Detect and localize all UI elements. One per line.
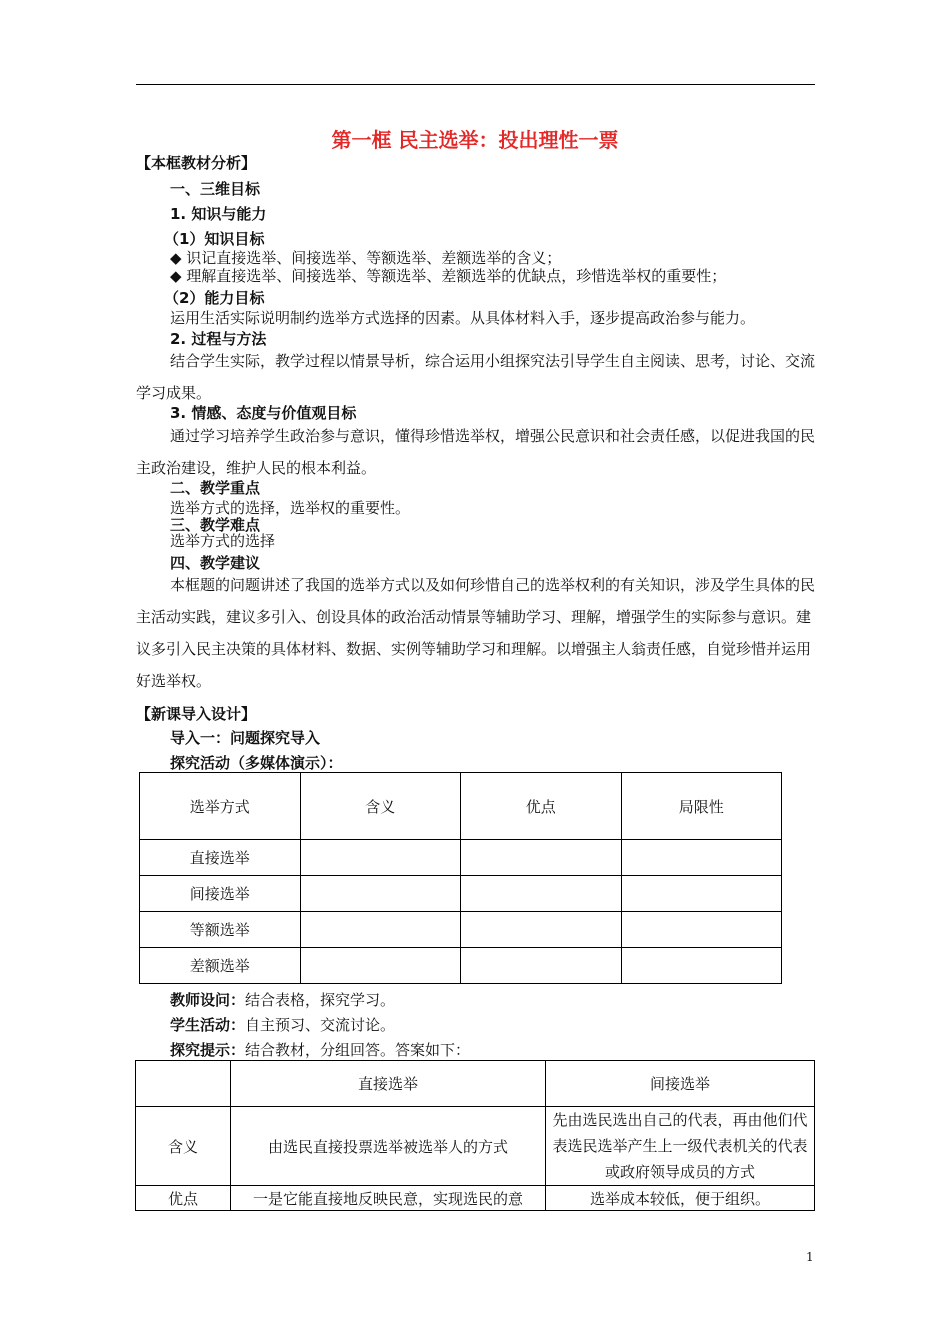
table-row-label: 含义 (136, 1107, 231, 1186)
emotion-text: 通过学习培养学生政治参与意识，懂得珍惜选举权，增强公民意识和社会责任感，以促进我国的民主政治建设，维护人民的根本利益。 (136, 427, 816, 477)
table-cell (621, 876, 782, 912)
answer-table (135, 1060, 815, 1211)
intro-one-label: 导入一：问题探究导入 (170, 729, 321, 747)
suggestions-text: 本框题的问题讲述了我国的选举方式以及如何珍惜自己的选举权利的有关知识，涉及学生具体的民主活动实践，建议多引入、创设具体的政治活动情景等辅助学习、理解，增强学生的实际参与意识。建议多引入民主决策的具体材料、数据、实例等辅助学习和理解。以增强主人翁责任感，自觉珍惜并运用好选举权。 (136, 576, 816, 690)
table-cell (300, 912, 461, 948)
heading-knowledge-ability: 1. 知识与能力 (170, 205, 267, 223)
table-row (136, 1186, 815, 1211)
inquiry-hint-text: 结合教材，分组回答。答案如下： (245, 1041, 471, 1059)
bullet-item: ◆ 识记直接选举、间接选举、等额选举、差额选举的含义； (170, 249, 562, 267)
table-cell: 先由选民选出自己的代表，再由他们代表选民选举产生上一级代表机关的代表或政府领导成员的方式 (546, 1107, 815, 1186)
teacher-question (170, 989, 395, 1010)
table-header-cell: 含义 (300, 773, 461, 840)
table-cell (461, 840, 622, 876)
table-cell: 一是它能直接地反映民意，实现选民的意 (231, 1186, 546, 1211)
table-cell: 选举成本较低，便于组织。 (546, 1186, 815, 1211)
table-row (140, 948, 782, 984)
table-header-cell: 优点 (461, 773, 622, 840)
teacher-question-text: 结合表格，探究学习。 (245, 991, 396, 1009)
inquiry-hint (170, 1039, 470, 1060)
heading-key-points: 二、教学重点 (170, 479, 261, 497)
heading-emotion: 3. 情感、态度与价值观目标 (170, 404, 357, 422)
process-text: 结合学生实际，教学过程以情景导析，综合运用小组探究法引导学生自主阅读、思考，讨论、交流学习成果。 (136, 352, 816, 402)
table-header-cell: 间接选举 (546, 1061, 815, 1107)
table-cell (621, 948, 782, 984)
heading-suggestions: 四、教学建议 (170, 554, 261, 572)
table-row-label: 差额选举 (140, 948, 301, 984)
table-header-cell: 选举方式 (140, 773, 301, 840)
table-cell (300, 948, 461, 984)
table-row-label: 直接选举 (140, 840, 301, 876)
table-row (140, 840, 782, 876)
table-row-label: 等额选举 (140, 912, 301, 948)
table-cell (461, 948, 622, 984)
table-header-cell: 局限性 (621, 773, 782, 840)
activity-label: 探究活动（多媒体演示）： (170, 754, 343, 772)
page-number: 1 (806, 1250, 814, 1264)
table-cell: 由选民直接投票选举被选举人的方式 (231, 1107, 546, 1186)
teacher-question-label: 教师设问： (170, 991, 246, 1009)
student-activity-text: 自主预习、交流讨论。 (245, 1016, 396, 1034)
election-methods-table (139, 772, 782, 984)
page-title: 第一框 民主选举：投出理性一票 (331, 128, 619, 152)
table-row-label: 间接选举 (140, 876, 301, 912)
heading-knowledge-goal: （1）知识目标 (164, 230, 265, 248)
table-cell (461, 912, 622, 948)
heading-ability-goal: （2）能力目标 (164, 289, 265, 307)
table-row (136, 1107, 815, 1186)
heading-goals: 一、三维目标 (170, 180, 261, 198)
table-cell (621, 912, 782, 948)
table-header-cell: 直接选举 (231, 1061, 546, 1107)
heading-process: 2. 过程与方法 (170, 330, 267, 348)
student-activity-label: 学生活动： (170, 1016, 246, 1034)
section-heading-intro: 【新课导入设计】 (136, 705, 257, 723)
bullet-item: ◆ 理解直接选举、间接选举、等额选举、差额选举的优缺点，珍惜选举权的重要性； (170, 267, 727, 285)
table-cell (621, 840, 782, 876)
section-heading-analysis: 【本框教材分析】 (136, 154, 257, 172)
table-row (140, 876, 782, 912)
table-header-cell (136, 1061, 231, 1107)
table-row (140, 912, 782, 948)
key-points-text: 选举方式的选择，选举权的重要性。 (170, 499, 411, 517)
table-cell (461, 876, 622, 912)
heading-difficult-points: 三、教学难点 (170, 516, 261, 534)
header-rule (136, 84, 815, 85)
table-cell (300, 840, 461, 876)
table-row-label: 优点 (136, 1186, 231, 1211)
student-activity (170, 1014, 395, 1035)
difficult-points-text: 选举方式的选择 (170, 532, 276, 550)
inquiry-hint-label: 探究提示： (170, 1041, 246, 1059)
ability-text: 运用生活实际说明制约选举方式选择的因素。从具体材料入手，逐步提高政治参与能力。 (170, 309, 756, 327)
table-cell (300, 876, 461, 912)
